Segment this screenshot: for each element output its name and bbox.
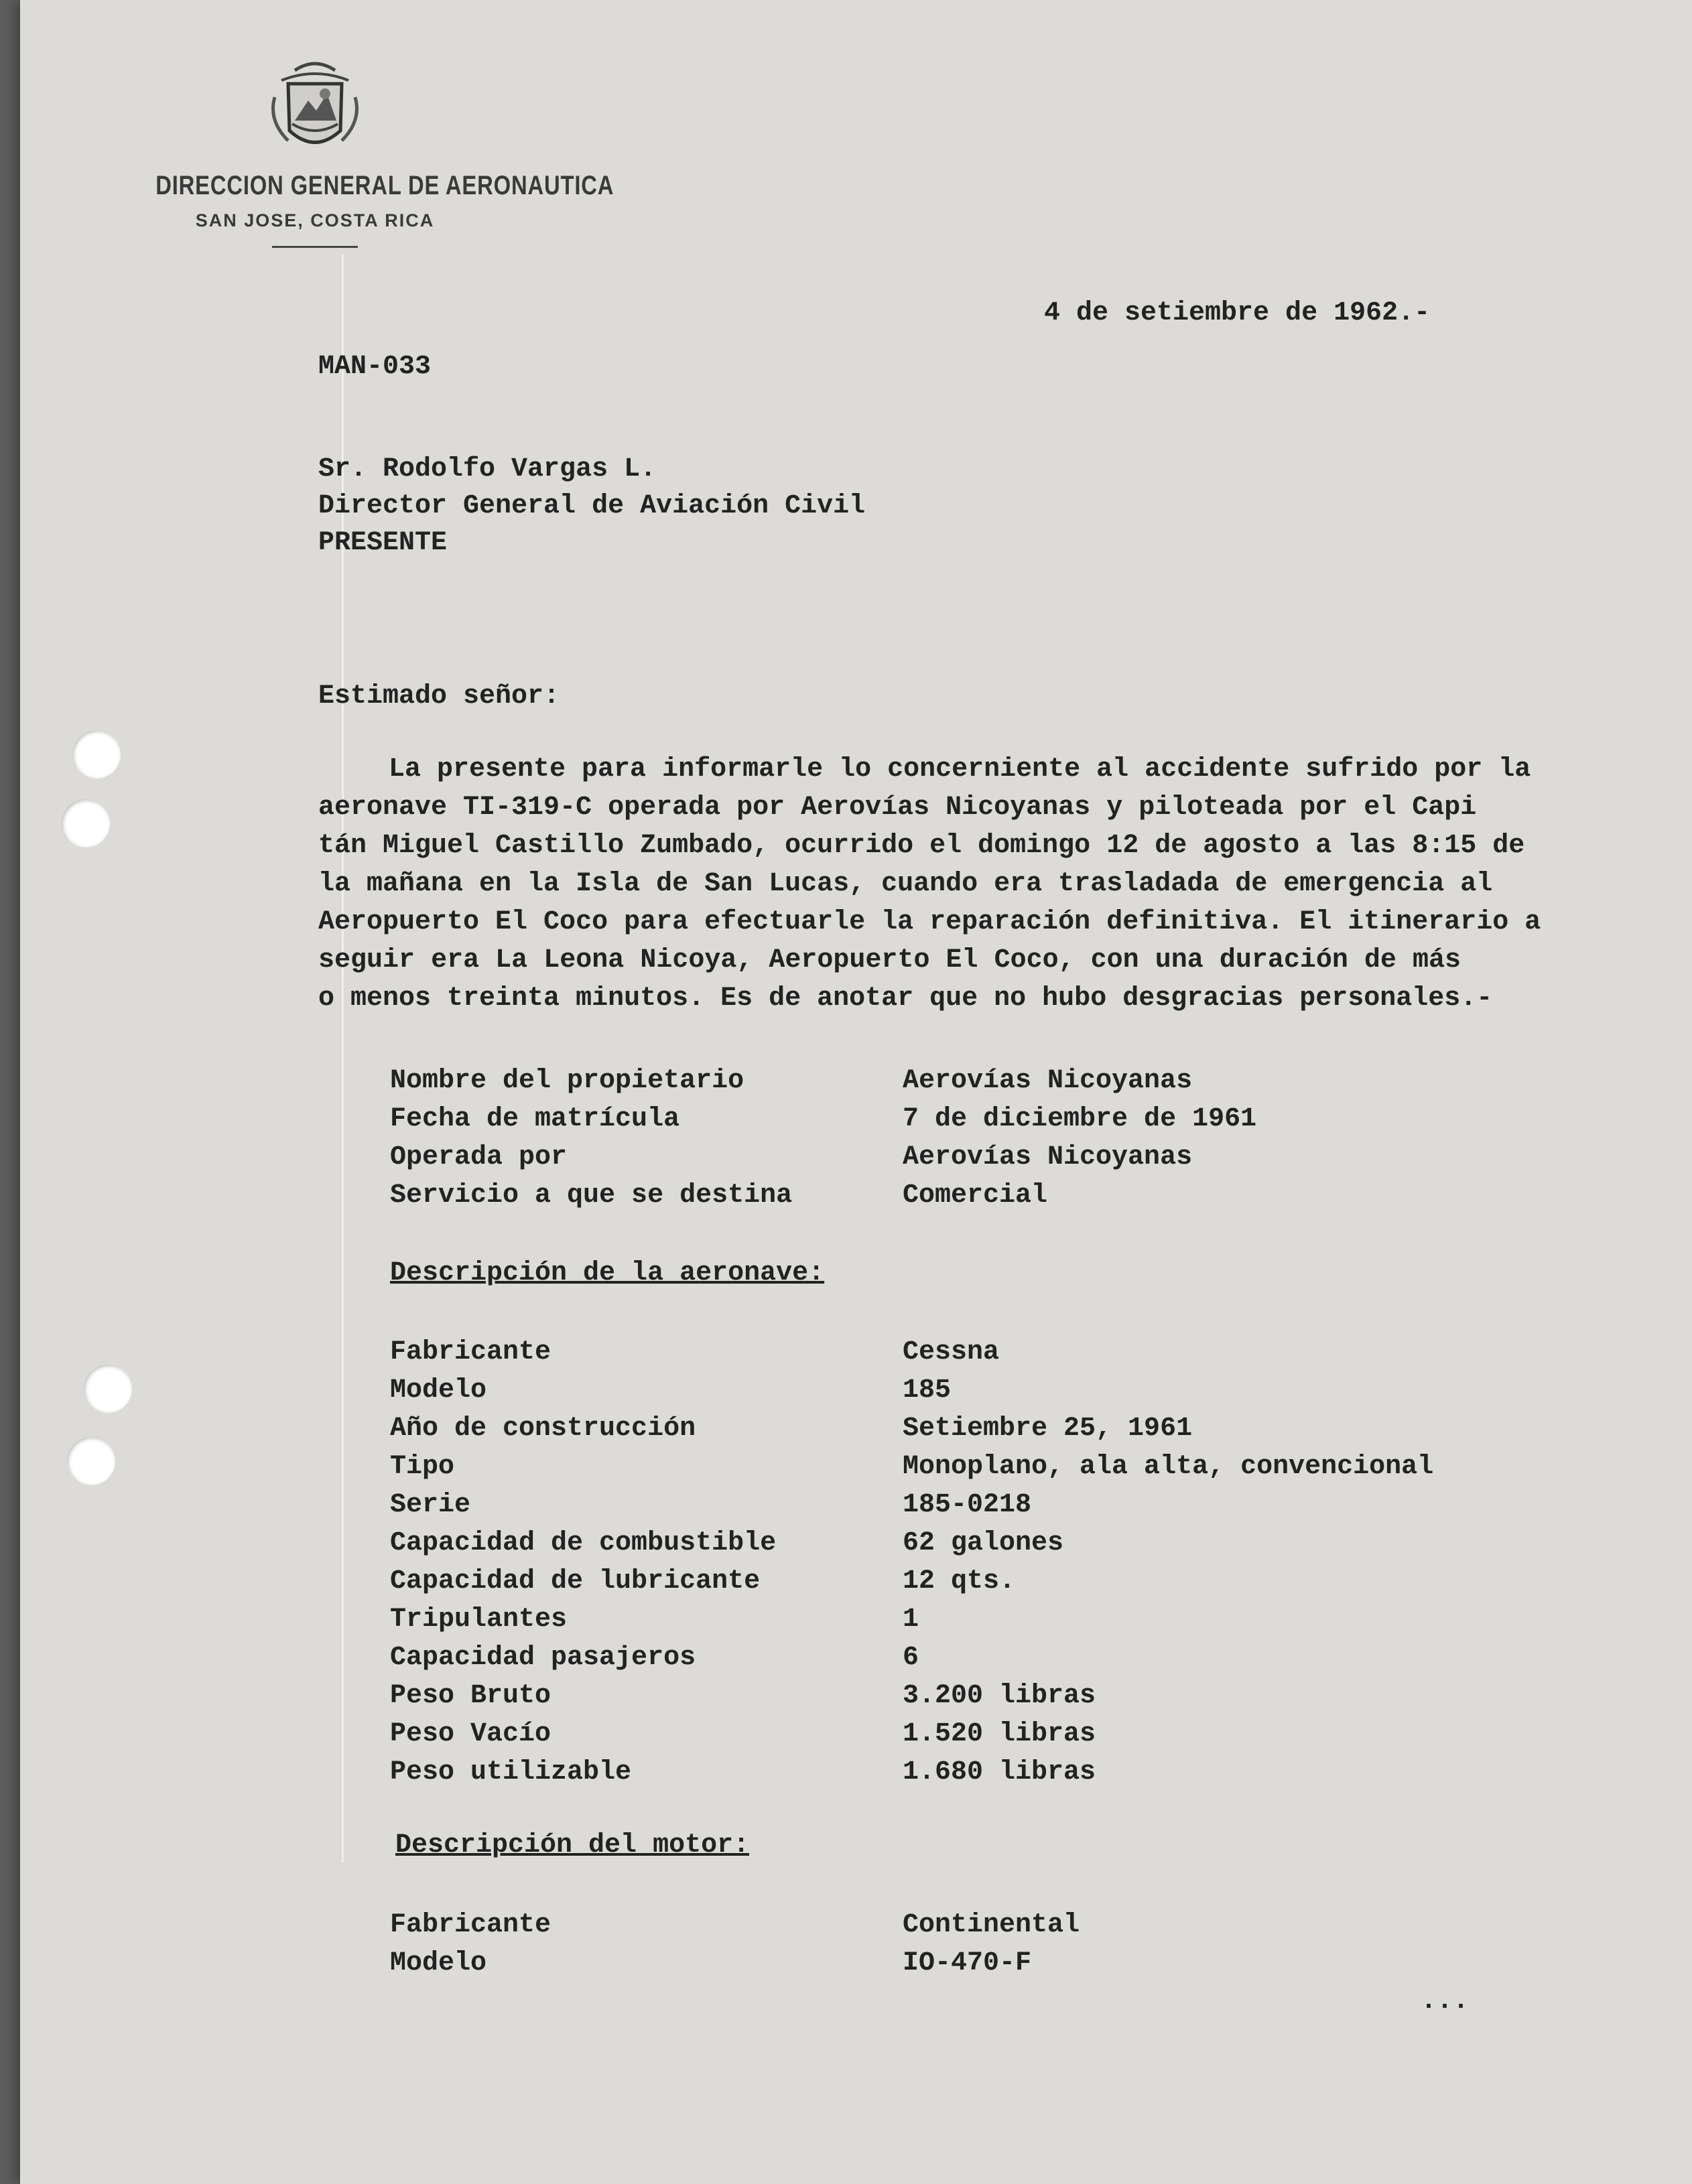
spec-label: Fabricante: [390, 1910, 551, 1940]
spec-row: [390, 1410, 1529, 1448]
spec-value: 3.200 libras: [903, 1681, 1096, 1711]
engine-heading: Descripción del motor:: [395, 1830, 750, 1860]
punch-hole: [84, 1365, 132, 1413]
general-info-list: [390, 1062, 1529, 1215]
body-line: aeronave TI-319-C operada por Aerovías Nicoyanas y piloteada por el Capi: [318, 793, 1477, 823]
spec-label: Modelo: [390, 1948, 487, 1978]
aircraft-heading: Descripción de la aeronave:: [390, 1258, 825, 1288]
aircraft-spec-list: [390, 1333, 1529, 1791]
letterhead-rule: [272, 246, 358, 248]
body-line: o menos treinta minutos. Es de anotar que no hubo desgracias personales.-: [318, 983, 1493, 1014]
coat-of-arms-icon: [268, 57, 362, 157]
punch-hole: [62, 799, 110, 847]
spec-value: 12 qts.: [903, 1566, 1016, 1596]
punch-hole: [67, 1437, 115, 1485]
info-label: Operada por: [390, 1142, 568, 1172]
spec-label: Tipo: [390, 1452, 455, 1482]
spec-label: Año de construcción: [390, 1414, 696, 1444]
spec-row: [390, 1524, 1529, 1562]
reference-number: MAN-033: [318, 352, 432, 382]
spec-label: Peso Vacío: [390, 1719, 551, 1749]
body-line: tán Miguel Castillo Zumbado, ocurrido el domingo 12 de agosto a las 8:15 de: [318, 831, 1525, 861]
punch-hole: [72, 730, 121, 778]
info-label: Servicio a que se destina: [390, 1180, 793, 1211]
letterhead: [121, 57, 614, 248]
recipient-location: PRESENTE: [318, 528, 448, 558]
spec-value: 1.680 libras: [903, 1757, 1096, 1787]
spec-label: Capacidad pasajeros: [390, 1643, 696, 1673]
body-line: seguir era La Leona Nicoya, Aeropuerto El Coco, con una duración de más: [318, 945, 1461, 975]
spec-row: [390, 1562, 1529, 1600]
spec-value: 62 galones: [903, 1528, 1064, 1558]
info-value: Aerovías Nicoyanas: [903, 1142, 1193, 1172]
info-label: Nombre del propietario: [390, 1066, 744, 1096]
spec-label: Peso utilizable: [390, 1757, 632, 1787]
spec-row: [390, 1944, 1529, 1982]
spec-row: [390, 1677, 1529, 1715]
info-value: 7 de diciembre de 1961: [903, 1104, 1257, 1134]
spec-row: [390, 1371, 1529, 1410]
spec-row: [390, 1715, 1529, 1753]
spec-value: 185: [903, 1375, 952, 1406]
spec-row: [390, 1753, 1529, 1791]
info-row: [390, 1138, 1529, 1176]
recipient-name: Sr. Rodolfo Vargas L.: [318, 454, 657, 484]
spec-value: 185-0218: [903, 1490, 1032, 1520]
salutation: Estimado señor:: [318, 681, 560, 711]
spec-value: 1: [903, 1605, 919, 1635]
info-row: [390, 1062, 1529, 1100]
info-row: [390, 1176, 1529, 1215]
spec-row: [390, 1448, 1529, 1486]
spec-label: Fabricante: [390, 1337, 551, 1367]
engine-spec-list: [390, 1906, 1529, 1982]
body-line: Aeropuerto El Coco para efectuarle la reparación definitiva. El itinerario a: [318, 907, 1541, 937]
recipient-block: [318, 451, 865, 561]
letter-date: 4 de setiembre de 1962.-: [1044, 298, 1431, 328]
spec-row: [390, 1600, 1529, 1639]
spec-label: Capacidad de lubricante: [390, 1566, 761, 1596]
body-line: La presente para informarle lo concerniente al accidente sufrido por la: [389, 754, 1531, 784]
spec-value: Cessna: [903, 1337, 1000, 1367]
letter-page: [20, 0, 1692, 2184]
spec-label: Serie: [390, 1490, 471, 1520]
spec-row: [390, 1639, 1529, 1677]
spec-label: Peso Bruto: [390, 1681, 551, 1711]
letterhead-title: DIRECCION GENERAL DE AERONAUTICA: [155, 171, 614, 200]
spec-label: Tripulantes: [390, 1605, 568, 1635]
spec-row: [390, 1486, 1529, 1524]
info-row: [390, 1100, 1529, 1138]
recipient-title: Director General de Aviación Civil: [318, 491, 866, 521]
spec-value: IO-470-F: [903, 1948, 1032, 1978]
info-label: Fecha de matrícula: [390, 1104, 680, 1134]
spec-value: 6: [903, 1643, 919, 1673]
spec-value: Continental: [903, 1910, 1080, 1940]
continuation-marker: ...: [1421, 1986, 1470, 2017]
letterhead-subtitle: SAN JOSE, COSTA RICA: [195, 210, 435, 230]
spec-row: [390, 1333, 1529, 1371]
body-line: la mañana en la Isla de San Lucas, cuando era trasladada de emergencia al: [318, 869, 1493, 899]
spec-row: [390, 1906, 1529, 1944]
body-paragraph: [318, 750, 1541, 1018]
spec-value: Monoplano, ala alta, convencional: [903, 1452, 1434, 1482]
info-value: Comercial: [903, 1180, 1048, 1211]
spec-value: 1.520 libras: [903, 1719, 1096, 1749]
info-value: Aerovías Nicoyanas: [903, 1066, 1193, 1096]
spec-label: Capacidad de combustible: [390, 1528, 777, 1558]
spec-value: Setiembre 25, 1961: [903, 1414, 1193, 1444]
spec-label: Modelo: [390, 1375, 487, 1406]
